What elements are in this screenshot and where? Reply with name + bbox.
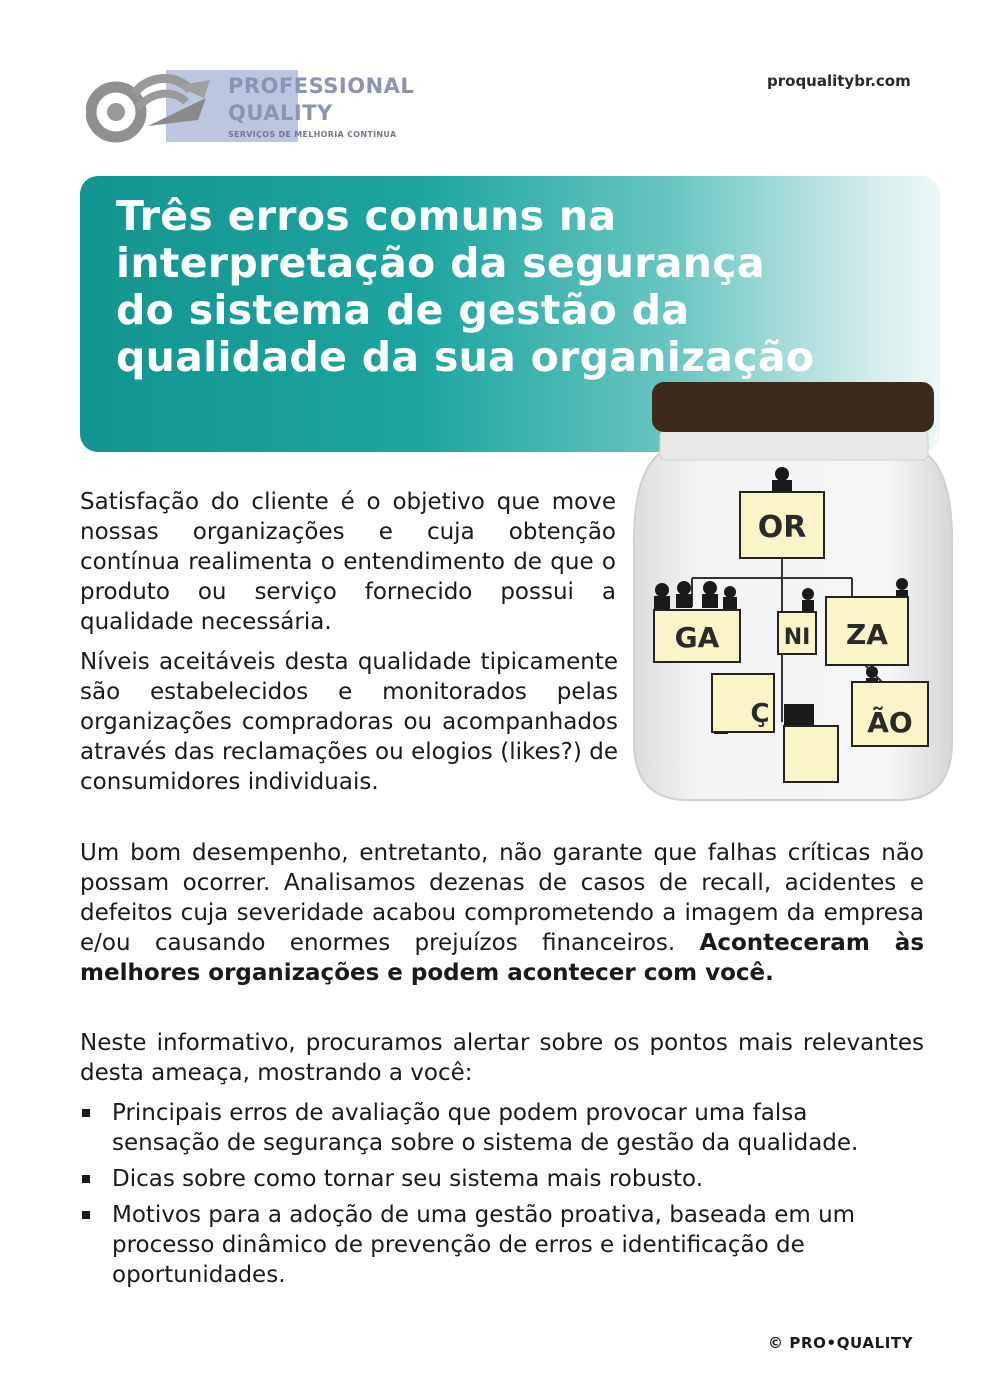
list-item-text: Dicas sobre como tornar seu sistema mais robusto. <box>112 1166 704 1192</box>
list-item-text: Principais erros de avaliação que podem provocar uma falsa sensação de segurança sobre o sistema de gestão da qualidade. <box>112 1100 859 1156</box>
paragraph-3-block <box>80 838 924 988</box>
jar-label-ga: GA <box>674 621 720 654</box>
bullet-list <box>80 1098 910 1296</box>
organization-jar-illustration <box>632 382 954 802</box>
logo-line1: PROFESSIONAL <box>228 74 415 98</box>
paragraph-1: Satisfação do cliente é o objetivo que move nossas organizações e cuja obtenção contínua realimenta o entendimento de que o produto ou serviço fornecido possui a qualidade necessária. <box>80 489 616 635</box>
website-link[interactable]: proqualitybr.com <box>767 72 911 90</box>
bullet-square-icon <box>82 1109 90 1117</box>
list-item <box>80 1098 910 1158</box>
list-item <box>80 1200 910 1290</box>
jar-label-ao: ÃO <box>867 706 913 739</box>
paragraph-3-emphasis: Aconteceram às melhores organizações e podem acontecer com você. <box>80 930 925 986</box>
professional-quality-logo-icon <box>86 68 214 144</box>
paragraph-4: Neste informativo, procuramos alertar sobre os pontos mais relevantes desta ameaça, mostrando a você: <box>80 1030 924 1086</box>
paragraph-2: Níveis aceitáveis desta qualidade tipicamente são estabelecidos e monitorados pelas organizações compradoras ou acompanhados através das reclamações ou elogios (likes?) de consumidores individuais. <box>80 649 618 795</box>
jar-label-c: Ç <box>750 699 770 729</box>
jar-label-ni: NI <box>783 625 811 650</box>
list-item-text: Motivos para a adoção de uma gestão proativa, baseada em um processo dinâmico de prevenção de erros e identificação de oportunidades. <box>112 1202 856 1288</box>
bullet-square-icon <box>82 1211 90 1219</box>
jar-label-za: ZA <box>846 618 888 651</box>
list-item <box>80 1164 910 1194</box>
jar-label-or: OR <box>757 510 807 545</box>
logo-line2: QUALITY <box>228 101 333 125</box>
company-logo <box>86 68 426 148</box>
paragraph-3: Um bom desempenho, entretanto, não garante que falhas críticas não possam ocorrer. Analisamos dezenas de casos de recall, acidentes e defeitos cuja severidade acabou comprometendo a imagem da empresa e/ou causando enormes prejuízos financeiros. <box>80 840 924 956</box>
logo-tagline: SERVIÇOS DE MELHORIA CONTÍNUA <box>228 130 397 139</box>
page-title: Três erros comuns na interpretação da segurança do sistema de gestão da qualidade da sua organização <box>116 192 815 381</box>
copyright-footer: © PRO•QUALITY <box>768 1334 914 1352</box>
bullet-square-icon <box>82 1175 90 1183</box>
